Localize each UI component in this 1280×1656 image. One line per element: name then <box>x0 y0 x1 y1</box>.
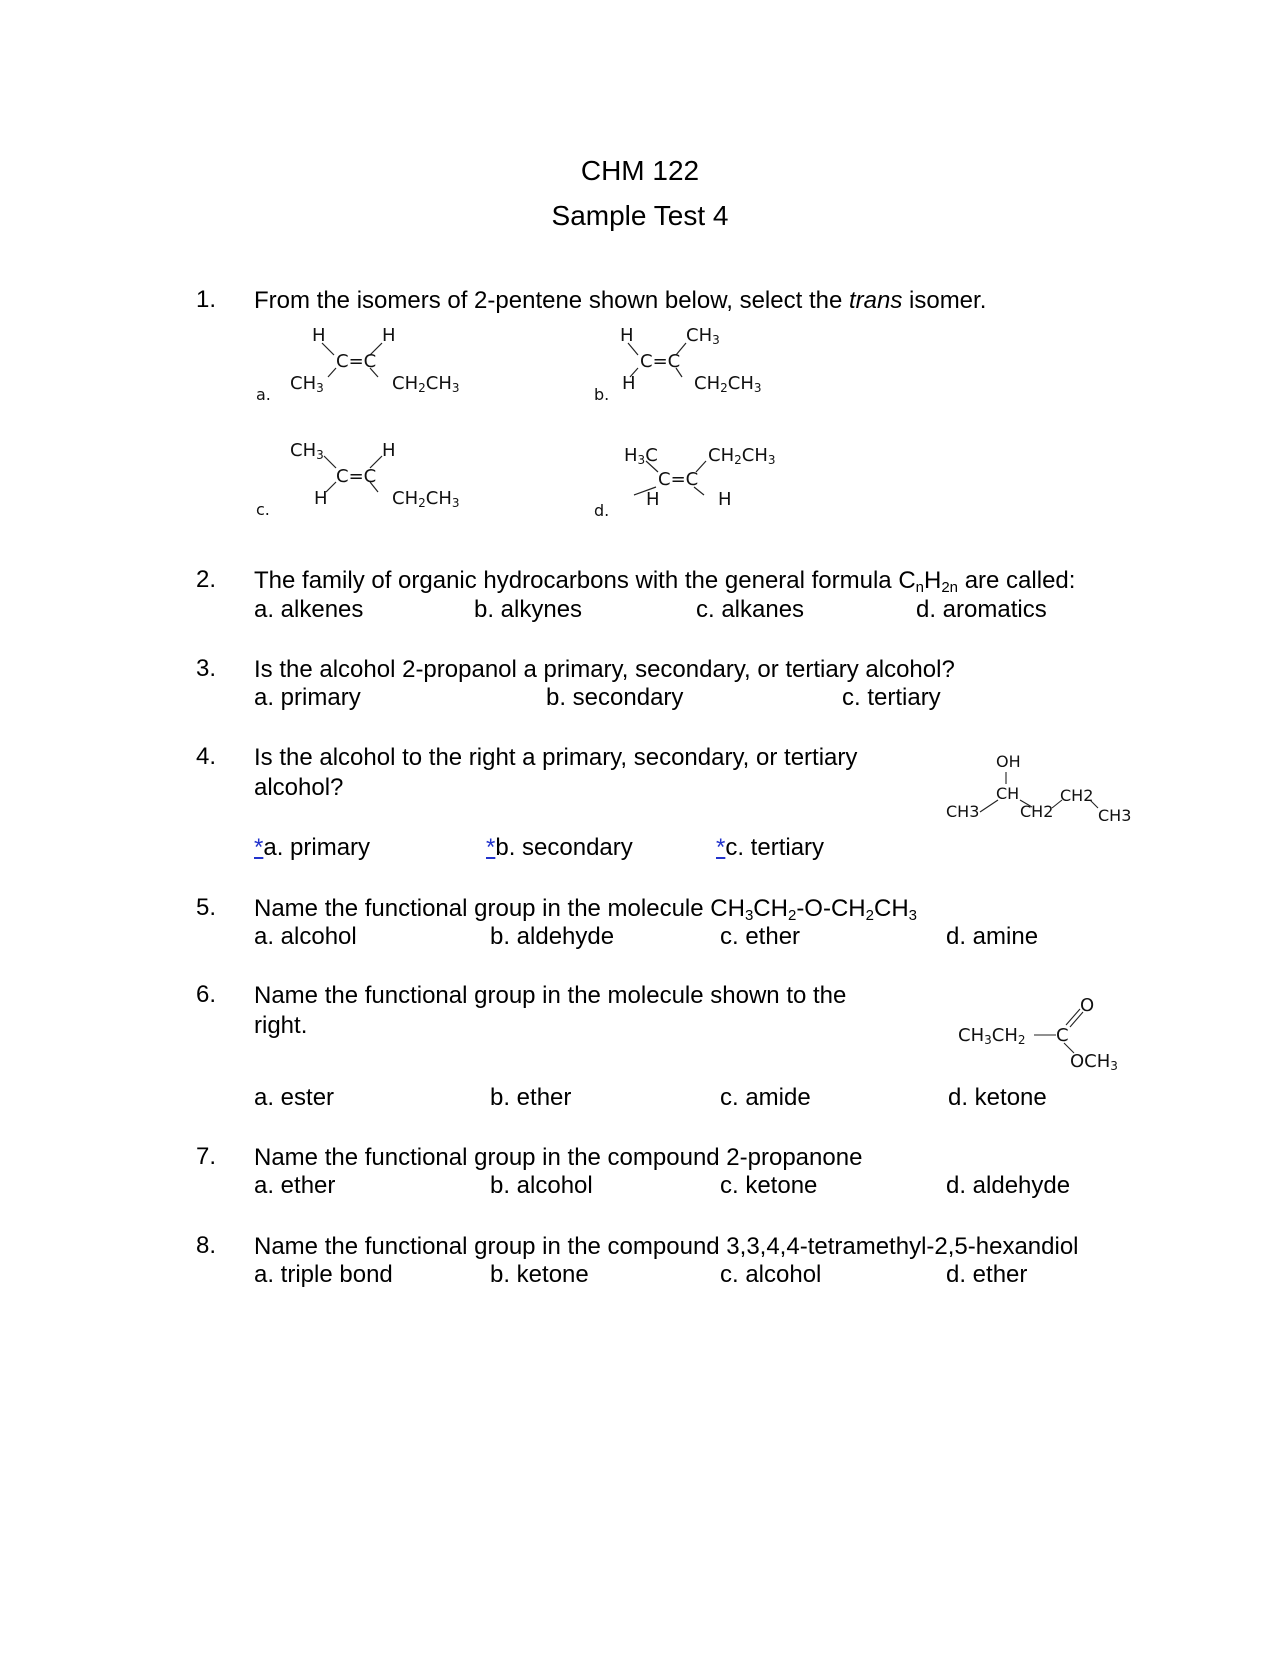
question-8-option-d[interactable]: d. ether <box>946 1261 1028 1288</box>
question-4-text: Is the alcohol to the right a primary, secondary, or tertiary alcohol? <box>254 744 858 801</box>
question-5-option-a[interactable]: a. alcohol <box>254 923 357 950</box>
question-2-option-c[interactable]: c. alkanes <box>696 596 805 623</box>
course-title: CHM 122 <box>580 155 700 186</box>
question-3-text: Is the alcohol 2-propanol a primary, secondary, or tertiary alcohol? <box>254 656 955 683</box>
question-3-option-b[interactable]: b. secondary <box>546 684 684 711</box>
question-5-text: Name the functional group in the molecule $CH_3CH_2-O-CH_2CH_3$ <box>254 895 917 924</box>
question-4-option-c[interactable]: *c. tertiary <box>716 834 825 861</box>
question-1-text: From the isomers of 2-pentene shown below, select the trans isomer. <box>254 287 987 314</box>
question-5-option-c[interactable]: c. ether <box>720 923 801 950</box>
question-8-number: 8. <box>196 1232 217 1259</box>
question-4-star-b[interactable]: * <box>486 834 496 861</box>
question-8-option-a[interactable]: a. triple bond <box>254 1261 393 1288</box>
question-3-option-a[interactable]: a. primary <box>254 684 361 711</box>
structure-a: H H C=C $CH_3$ $CH_2CH_3$ a. <box>256 325 496 405</box>
option-c-label: c. <box>256 500 270 519</box>
question-4-star-c[interactable]: * <box>716 834 726 861</box>
question-4-number: 4. <box>196 743 217 770</box>
question-6-number: 6. <box>196 981 217 1008</box>
question-3-option-c[interactable]: c. tertiary <box>842 684 941 711</box>
question-8-text: Name the functional group in the compound 3,3,4,4-tetramethyl-2,5-hexandiol <box>254 1233 1079 1260</box>
question-5-option-d[interactable]: d. amine <box>946 923 1039 950</box>
question-7-option-b[interactable]: b. alcohol <box>490 1172 593 1199</box>
option-b-label: b. <box>594 385 610 404</box>
question-6-option-c[interactable]: c. amide <box>720 1084 811 1111</box>
question-6-option-d[interactable]: d. ketone <box>948 1084 1047 1111</box>
question-4-star-a[interactable]: * <box>254 834 264 861</box>
question-3-number: 3. <box>196 655 217 682</box>
question-6-text: Name the functional group in the molecule shown to the right. <box>254 982 847 1039</box>
question-5-number: 5. <box>196 894 217 921</box>
question-2-option-a[interactable]: a. alkenes <box>254 596 364 623</box>
question-6-molecule: $CH_3CH_2$ C O $OCH_3$ <box>958 995 1158 1075</box>
test-title: Sample Test 4 <box>551 200 729 231</box>
question-7-text: Name the functional group in the compound 2-propanone <box>254 1144 863 1171</box>
question-2-option-d[interactable]: d. aromatics <box>916 596 1047 623</box>
option-a-label: a. <box>256 385 271 404</box>
question-4-option-b[interactable]: *b. secondary <box>486 834 633 861</box>
question-6-option-b[interactable]: b. ether <box>490 1084 572 1111</box>
question-2-text: The family of organic hydrocarbons with the general formula $C_nH_{2n}$ are called: <box>254 567 1076 596</box>
question-7-option-c[interactable]: c. ketone <box>720 1172 818 1199</box>
question-2-option-b[interactable]: b. alkynes <box>474 596 583 623</box>
option-d-label: d. <box>594 501 610 520</box>
structure-d: $H_3C$ $CH_2CH_3$ C=C H H d. <box>594 445 834 525</box>
structure-b: H $CH_3$ C=C H $CH_2CH_3$ b. <box>594 325 834 405</box>
question-7-option-a[interactable]: a. ether <box>254 1172 336 1199</box>
structure-c: $CH_3$ H C=C H $CH_2CH_3$ c. <box>256 440 496 520</box>
question-7-number: 7. <box>196 1143 217 1170</box>
question-6-option-a[interactable]: a. ester <box>254 1084 335 1111</box>
question-4-molecule: OH CH CH3 CH2 CH2 CH3 <box>944 750 1144 830</box>
question-8-option-b[interactable]: b. ketone <box>490 1261 589 1288</box>
question-8-option-c[interactable]: c. alcohol <box>720 1261 822 1288</box>
question-4-option-a[interactable]: *a. primary <box>254 834 371 861</box>
question-1-number: 1. <box>196 286 217 313</box>
question-7-option-d[interactable]: d. aldehyde <box>946 1172 1071 1199</box>
question-2-number: 2. <box>196 566 217 593</box>
question-5-option-b[interactable]: b. aldehyde <box>490 923 615 950</box>
